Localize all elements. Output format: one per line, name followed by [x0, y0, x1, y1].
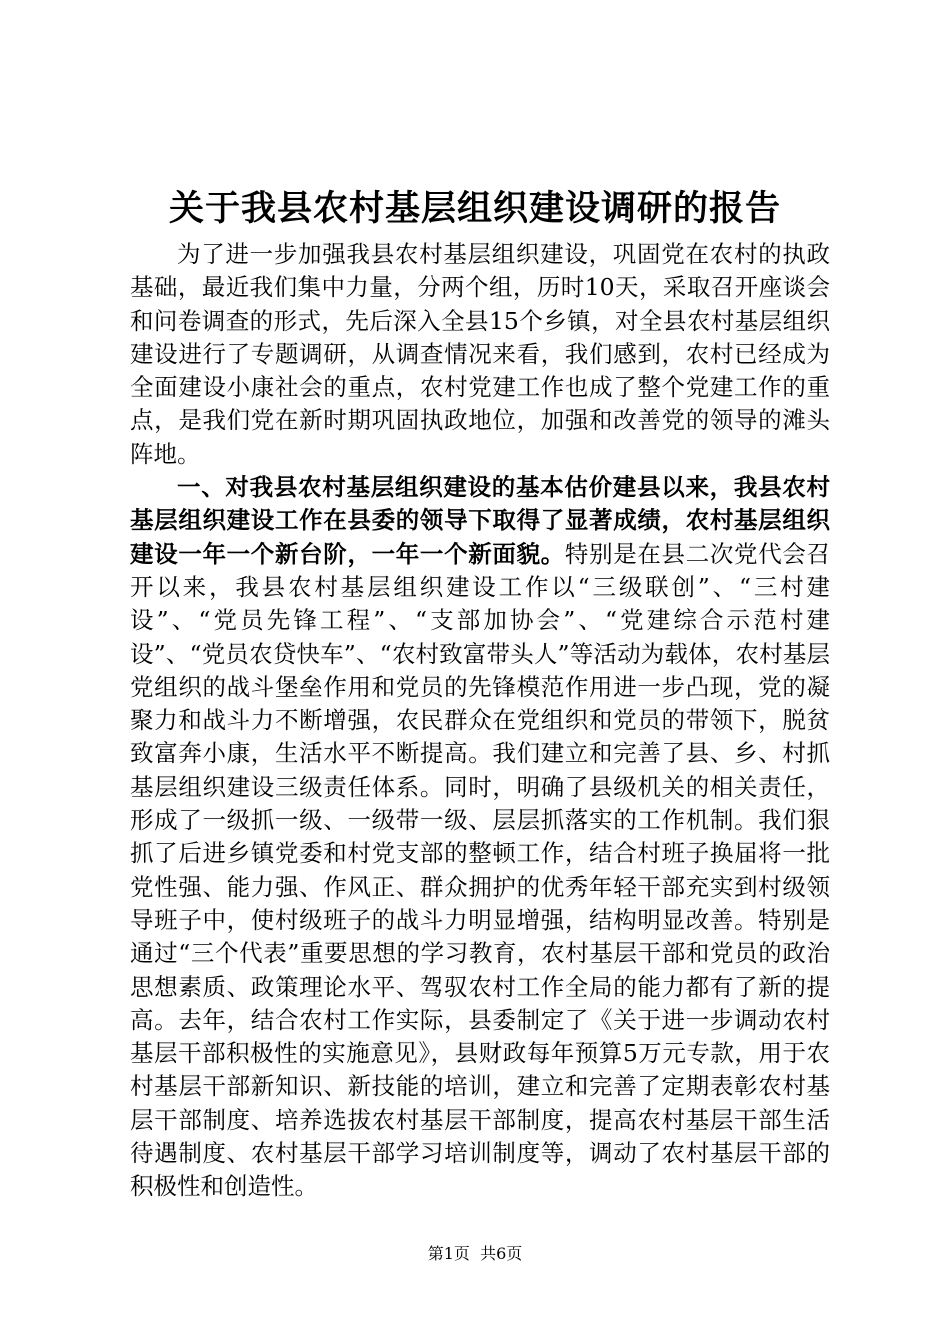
paragraph-text: 特别是在县二次党代会召开以来，我县农村基层组织建设工作以“三级联创”、“三村建设”、“党员先锋工程”、“支部加协会”、“党建综合示范村建设”、“党员农贷快车”、“农村致富带头人”等活动为载体，农村基层党组织的战斗堡垒作用和党员的先锋模范作用进一步凸现，党的凝聚力和战斗力不断增强，农民群众在党组织和党员的带领下，脱贫致富奔小康，生活水平不断提高。我们建立和完善了县、乡、村抓基层组织建设三级责任体系。同时，明确了县级机关的相关责任，形成了一级抓一级、一级带一级、层层抓落实的工作机制。我们狠抓了后进乡镇党委和村党支部的整顿工作，结合村班子换届将一批党性强、能力强、作风正、群众拥护的优秀年轻干部充实到村级领导班子中，使村级班子的战斗力明显增强，结构明显改善。特别是通过“三个代表”重要思想的学习教育，农村基层干部和党员的政治思想素质、政策理论水平、驾驭农村工作全局的能力都有了新的提高。去年，结合农村工作实际，县委制定了《关于进一步调动农村基层干部积极性的实施意见》，县财政每年预算5万元专款，用于农村基层干部新知识、新技能的培训，建立和完善了定期表彰农村基层干部制度、培养选拔农村基层干部制度，提高农村基层干部生活待遇制度、农村基层干部学习培训制度等，调动了农村基层干部的积极性和创造性。 — [130, 539, 831, 1201]
paragraph-section-one — [130, 471, 830, 1204]
section-heading: 一、对我县农村基层组织建设的基本估价建县以来，我县农村基层组织建设工作在县委的领导下取得了显著成绩，农村基层组织建设一年一个新台阶，一年一个新面貌。 — [130, 473, 830, 568]
document-body — [130, 238, 830, 1204]
paragraph-text: 为了进一步加强我县农村基层组织建设，巩固党在农村的执政基础，最近我们集中力量，分两个组，历时10天，采取召开座谈会和问卷调查的形式，先后深入全县15个乡镇，对全县农村基层组织建设进行了专题调研，从调查情况来看，我们感到，农村已经成为全面建设小康社会的重点，农村党建工作也成了整个党建工作的重点，是我们党在新时期巩固执政地位，加强和改善党的领导的滩头阵地。 — [130, 240, 830, 468]
paragraph-intro — [130, 238, 830, 471]
page-footer: 第1页 共6页 — [427, 1244, 523, 1263]
page-title: 关于我县农村基层组织建设调研的报告 — [168, 188, 781, 229]
